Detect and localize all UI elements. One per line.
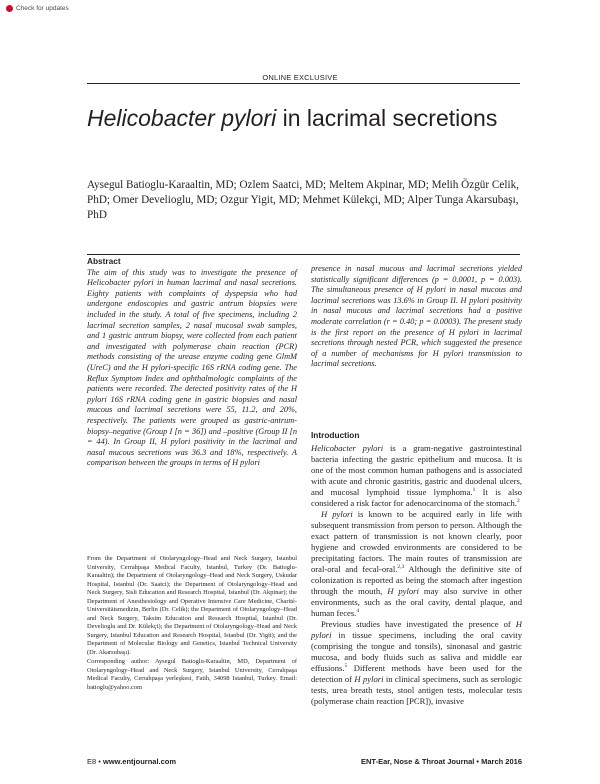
abstract-text-part-2: presence in nasal mucous and lacrimal secretions yielded statistically significant differences (p = 0.0001, p = 0.003). The simultaneous presence of H pylori in nasal mucous and lacrimal secretions was 13.6% in Group II. H pylori positivity in nasal mucous and lacrimal secretions had a positive moderate correlation (r = 0.40; p = 0.0003). The present study is the first report on the presence of H pylori in lacrimal secretions through nested PCR, which suggested the presence of a number of mechanisms for H pylori transmission to lacrimal secretions.: [311, 264, 522, 369]
affiliations: [87, 555, 297, 692]
abstract-divider: [87, 254, 520, 255]
intro-p2-italic-1: H pylori: [321, 509, 353, 519]
intro-p3-text-2: in tissue specimens, including the oral cavity (comprising the tongue and tonsils), sinonasal and gastric mucosa, and body fluids such as saliva and middle ear effusions.: [311, 630, 522, 673]
intro-paragraph-3: [311, 619, 522, 707]
author-list: Aysegul Batioglu-Karaaltin, MD; Ozlem Saatci, MD; Meltem Akpinar, MD; Melih Özgür Celik, PhD; Omer Develioglu, MD; Ozgur Yigit, MD; Mehmet Külekçi, MD; Alper Tunga Akarsubaşı, PhD: [87, 179, 519, 221]
abstract-left-column: [87, 256, 297, 469]
title-rest: in lacrimal secretions: [276, 105, 498, 131]
corresponding-author: Corresponding author: Aysegul Batioglu-Karaaltin, MD, Department of Otolaryngology–Head and Neck Surgery, Istanbul University, Cerrahpaşa Medical Faculty, Cerrahpaşa yerleşkesi, Fatih, 34098 Istanbul, Turkey. Email: batioglu@yahoo.com: [87, 658, 297, 691]
crossmark-label: Check for updates: [16, 5, 69, 12]
page-number: E8: [87, 757, 97, 766]
crossmark-icon: [6, 5, 13, 12]
abstract-heading: Abstract: [87, 256, 121, 266]
introduction-heading: Introduction: [311, 430, 360, 440]
journal-url[interactable]: www.entjournal.com: [102, 757, 177, 766]
intro-paragraph-1: [311, 443, 522, 509]
intro-p1-text-2: It is also considered a risk factor for adenocarcinoma of the stomach.: [311, 487, 522, 508]
top-divider: [87, 83, 520, 84]
intro-p1-text-1: is a gram-negative gastrointestinal bacteria infecting the gastric epithelium and mucosa. It is one of the most common human pathogens and is associated with acute and chronic gastritis, gastric and duodenal ulcers, and mucosal lymphoid tissue lymphoma.: [311, 443, 522, 497]
intro-p3-text-1: Previous studies have investigated the presence of: [321, 619, 516, 629]
intro-p3-italic-1: H pylori: [311, 619, 522, 640]
footer-bullet: •: [96, 757, 103, 766]
title-italic: Helicobacter pylori: [87, 105, 277, 131]
intro-p2-italic-2: H pylori: [387, 586, 419, 596]
crossmark-badge[interactable]: [6, 5, 69, 12]
intro-paragraph-2: [311, 509, 522, 619]
intro-p2-text-3: may also survive in other environments, such as the oral cavity, dental plaque, and human feces.: [311, 586, 522, 618]
intro-p3-text-4: in clinical specimens, such as serologic tests, urea breath tests, stool antigen tests, molecular tests (polymerase chain reaction [PCR]), invasive: [311, 674, 523, 706]
footer-left: [87, 757, 176, 766]
abstract-text-part-1: The aim of this study was to investigate the presence of Helicobacter pylori in human lacrimal and nasal secretions. Eighty patients with complaints of dyspepsia who had undergone endoscopies and gastric antrum biopsies were included in the study. A total of five specimens, including 2 lacrimal secretion samples, 2 nasal mucosal swab samples, and 1 gastric antrum biopsy, were collected from each patient and investigated with polymerase chain reaction (PCR) methods consisting of the urease enzyme coding gene GlmM (UreC) and the H pylori-specific 16S rRNA coding gene. The Reflux Symptom Index and ophthalmologic complaints of the patients were recorded. The detected positivity rates of the H pylori 16S rRNA coding gene in gastric biopsies and nasal mucous and lacrimal secretions were 55, 11.2, and 20%, respectively. The patients were grouped as gastric-antrum-biopsy–negative (Group I [n = 36]) and –positive (Group II [n = 44). In Group II, H pylori positivity in the lacrimal and nasal mucous secretions was 36.3 and 18%, respectively. A comparison between the groups in terms of H pylori: [87, 267, 297, 468]
ref-superscript: 2: [516, 498, 520, 505]
intro-p1-italic: Helicobacter pylori: [311, 443, 384, 453]
affiliation-from: From the Department of Otolaryngology–Head and Neck Surgery, Istanbul University, Cerrahpaşa Medical Faculty, Istanbul, Turkey (Dr. Batioglu-Karaaltin); the Department of Otolaryngology–Head and Neck Surgery, Uskudar Hospital, Istanbul (Dr. Saatci); the Department of Otolaryngology–Head and Neck Surgery, Sisli Education and Research Hospital, Istanbul (Dr. Akpinar); the Department of Anesthesiology and Operative Intensive Care Medicine, Charité-Universitätsmedizin, Berlin (Dr. Celik); the Department of Otolaryngology–Head and Neck Surgery, Taksim Education and Research Hospital, Istanbul (Dr. Develioglu and Dr. Külekçi); the Department of Otolaryngology–Head and Neck Surgery, Istanbul Education and Research Hospital, Istanbul (Dr. Yigit); and the Department of Molecular Biology and Genetics, Istanbul Technical University (Dr. Akarsubaşı).: [87, 555, 297, 656]
ref-superscript: 1: [472, 487, 476, 494]
ref-superscript: 5: [344, 663, 348, 670]
article-title: [87, 105, 527, 132]
ref-superscript: 2,3: [397, 564, 405, 571]
section-label: ONLINE EXCLUSIVE: [262, 73, 338, 82]
intro-p2-text-1: is known to be acquired early in life with subsequent transmission from person to person. Although the exact pattern of transmission is not known clearly, poor hygiene and crowded environments are considered to be precipitating factors. The main routes of transmission are oral-oral and fecal-oral.: [311, 509, 522, 574]
introduction-section: [311, 430, 522, 707]
journal-issue: ENT-Ear, Nose & Throat Journal • March 2016: [360, 757, 522, 766]
intro-p2-text-2: Although the definitive site of colonization is reported as being the stomach after ingestion through the mouth,: [311, 564, 522, 596]
ref-superscript: 4: [356, 608, 360, 615]
intro-p3-text-3: Different methods have been used for the detection of: [311, 663, 522, 684]
intro-p3-italic-2: H pylori: [354, 674, 384, 684]
